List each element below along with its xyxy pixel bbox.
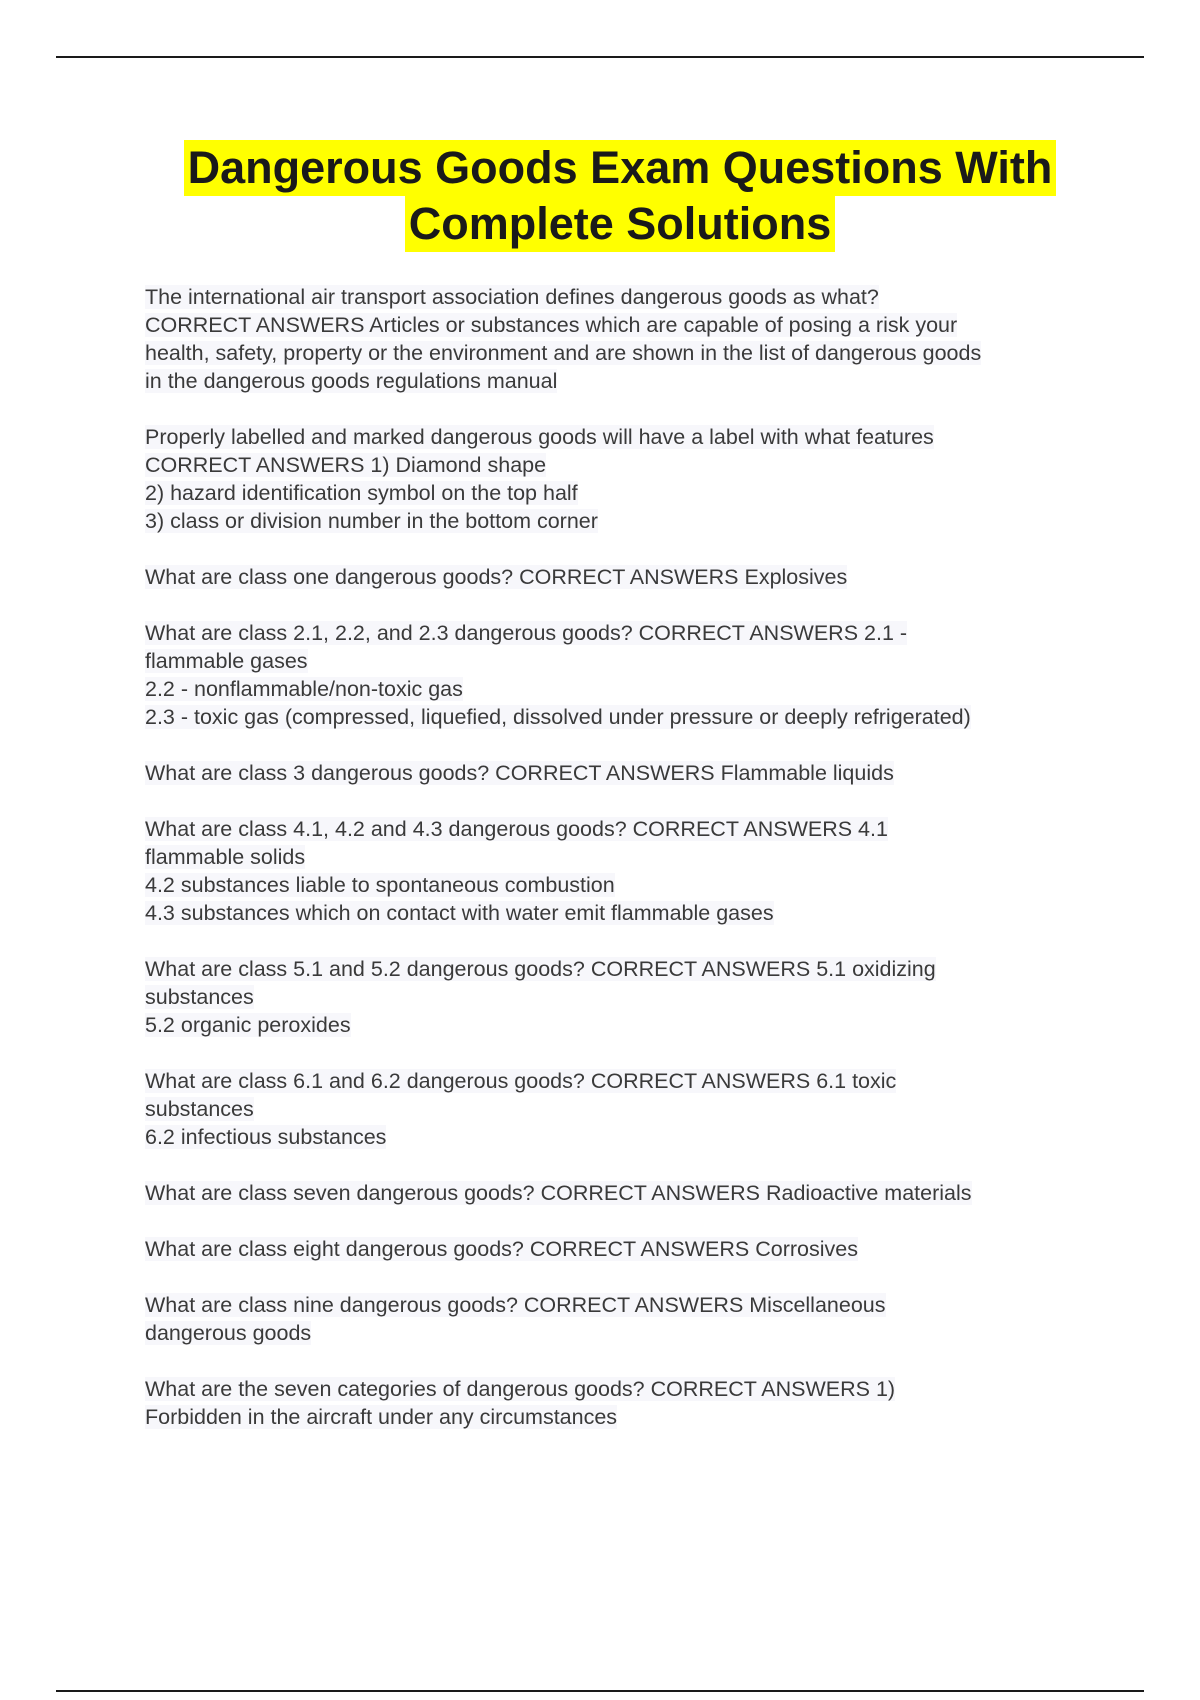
qa-list [145,283,1095,1459]
qa-line [145,759,1095,787]
qa-line-text: 2.2 - nonflammable/non-toxic gas [145,677,463,701]
header-rule [56,56,1144,58]
qa-line-text: What are the seven categories of dangerous goods? CORRECT ANSWERS 1) [145,1377,896,1401]
qa-item [145,423,1095,535]
qa-line-text: health, safety, property or the environment and are shown in the list of dangerous goods [145,341,982,365]
qa-line [145,1123,1095,1151]
qa-line-text: flammable gases [145,649,308,673]
qa-line [145,451,1095,479]
qa-line [145,479,1095,507]
qa-line [145,983,1095,1011]
qa-line [145,283,1095,311]
qa-line [145,563,1095,591]
footer-rule [56,1690,1144,1692]
qa-line-text: What are class one dangerous goods? CORRECT ANSWERS Explosives [145,565,848,589]
title-line-1: Dangerous Goods Exam Questions With [184,140,1057,196]
qa-line [145,619,1095,647]
qa-item [145,283,1095,395]
qa-line-text: in the dangerous goods regulations manual [145,369,558,393]
qa-line-text: flammable solids [145,845,306,869]
qa-line-text: CORRECT ANSWERS Articles or substances which are capable of posing a risk your [145,313,958,337]
qa-line-text: Forbidden in the aircraft under any circumstances [145,1405,618,1429]
qa-line-text: What are class 6.1 and 6.2 dangerous goods? CORRECT ANSWERS 6.1 toxic [145,1069,897,1093]
qa-line [145,367,1095,395]
qa-line [145,423,1095,451]
qa-item [145,1179,1095,1207]
qa-line-text: What are class 5.1 and 5.2 dangerous goods? CORRECT ANSWERS 5.1 oxidizing [145,957,936,981]
document-title [100,140,1140,252]
qa-item [145,815,1095,927]
qa-line [145,1319,1095,1347]
qa-line-text: dangerous goods [145,1321,312,1345]
qa-line [145,1095,1095,1123]
qa-line-text: substances [145,1097,254,1121]
qa-line [145,899,1095,927]
qa-item [145,1291,1095,1347]
qa-line-text: 2) hazard identification symbol on the top half [145,481,578,505]
qa-line [145,815,1095,843]
qa-item [145,1067,1095,1151]
qa-item [145,619,1095,731]
qa-item [145,759,1095,787]
qa-line [145,1011,1095,1039]
qa-line-text: 4.2 substances liable to spontaneous combustion [145,873,615,897]
title-line-2: Complete Solutions [405,196,836,252]
qa-item [145,1235,1095,1263]
qa-line [145,1291,1095,1319]
qa-line [145,1403,1095,1431]
qa-line-text: 4.3 substances which on contact with water emit flammable gases [145,901,774,925]
qa-line-text: What are class 4.1, 4.2 and 4.3 dangerous goods? CORRECT ANSWERS 4.1 [145,817,888,841]
qa-line-text: CORRECT ANSWERS 1) Diamond shape [145,453,547,477]
qa-line-text: The international air transport association defines dangerous goods as what? [145,285,879,309]
qa-line [145,703,1095,731]
qa-line [145,507,1095,535]
qa-line-text: What are class eight dangerous goods? CORRECT ANSWERS Corrosives [145,1237,858,1261]
qa-line-text: substances [145,985,254,1009]
qa-line [145,1235,1095,1263]
qa-item [145,563,1095,591]
qa-line [145,955,1095,983]
qa-line [145,871,1095,899]
qa-line-text: What are class 2.1, 2.2, and 2.3 dangerous goods? CORRECT ANSWERS 2.1 - [145,621,908,645]
qa-line-text: 5.2 organic peroxides [145,1013,351,1037]
qa-line-text: 3) class or division number in the bottom corner [145,509,598,533]
qa-line-text: 2.3 - toxic gas (compressed, liquefied, dissolved under pressure or deeply refrigerated) [145,705,971,729]
qa-line [145,1179,1095,1207]
qa-item [145,955,1095,1039]
qa-line [145,339,1095,367]
qa-line-text: What are class seven dangerous goods? CORRECT ANSWERS Radioactive materials [145,1181,972,1205]
qa-line [145,1375,1095,1403]
qa-line [145,843,1095,871]
qa-line [145,647,1095,675]
qa-line [145,675,1095,703]
qa-line-text: Properly labelled and marked dangerous goods will have a label with what features [145,425,934,449]
qa-item [145,1375,1095,1431]
qa-line-text: 6.2 infectious substances [145,1125,387,1149]
qa-line-text: What are class 3 dangerous goods? CORRECT ANSWERS Flammable liquids [145,761,894,785]
qa-line [145,1067,1095,1095]
qa-line-text: What are class nine dangerous goods? CORRECT ANSWERS Miscellaneous [145,1293,886,1317]
qa-line [145,311,1095,339]
